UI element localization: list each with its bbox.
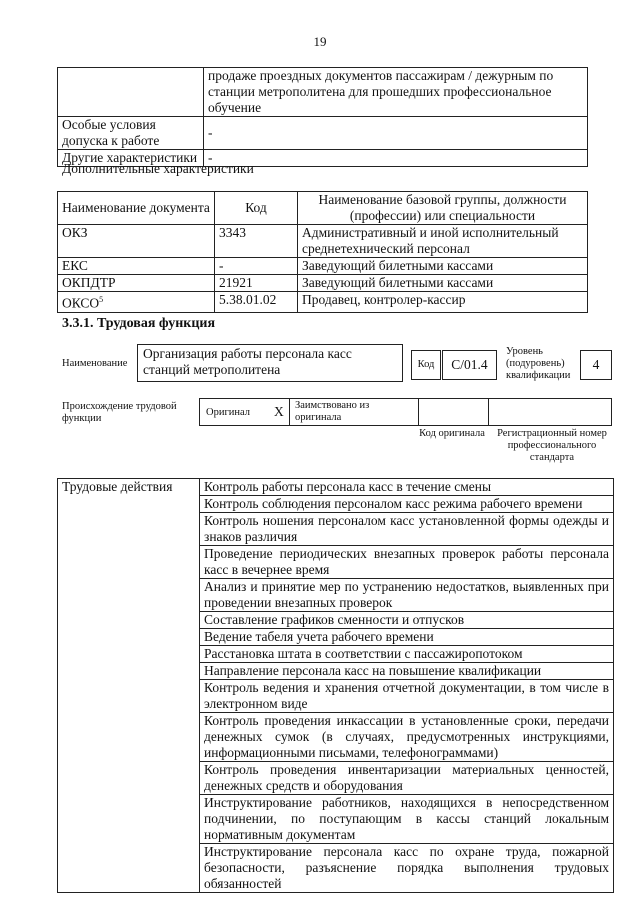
action-item: Контроль проведения инвентаризации материальных ценностей, денежных средств и оборудования	[200, 762, 614, 795]
code-label-box	[411, 350, 441, 380]
section-title: Дополнительные характеристики	[62, 161, 254, 176]
row-label: Особые условия допуска к работе	[58, 117, 204, 150]
reg-caption: Регистрационный номер профессионального стандарта	[497, 428, 607, 463]
action-item: Расстановка штата в соответствии с пассажиропотоком	[200, 646, 614, 663]
table-header-row	[58, 192, 588, 225]
code-cell: 21921	[215, 275, 298, 292]
function-name-box	[137, 344, 403, 382]
level-value: 4	[592, 357, 600, 372]
table-row	[58, 117, 588, 150]
row-value: -	[204, 117, 588, 150]
action-item: Анализ и принятие мер по устранению недостатков, выявленных при проведении внезапных проверок	[200, 579, 614, 612]
origin-label: Происхождение трудовой функции	[62, 401, 177, 424]
action-item: Контроль работы персонала касс в течение смены	[200, 479, 614, 496]
actions-label: Трудовые действия	[58, 479, 200, 893]
action-item: Контроль ношения персоналом касс установленной формы одежды и знаков различия	[200, 513, 614, 546]
action-item: Контроль ведения и хранения отчетной документации, в том числе в электронном виде	[200, 680, 614, 713]
name-cell: Заведующий билетными кассами	[298, 275, 588, 292]
row-label: Другие характеристики	[58, 150, 204, 167]
origin-divider	[488, 399, 489, 425]
doc-cell: ЕКС	[58, 258, 215, 275]
action-item: Направление персонала касс на повышение квалификации	[200, 663, 614, 680]
table-row	[58, 275, 588, 292]
name-cell: Заведующий билетными кассами	[298, 258, 588, 275]
original-mark: X	[274, 404, 284, 419]
doc-cell: ОКЗ	[58, 225, 215, 258]
code-cell: 5.38.01.02	[215, 292, 298, 313]
footnote-mark: 5	[99, 295, 104, 304]
origin-divider	[289, 399, 290, 425]
code-cell: -	[215, 258, 298, 275]
original-label: Оригинал	[206, 407, 250, 418]
action-item: Составление графиков сменности и отпусков	[200, 612, 614, 629]
code-caption: Код оригинала	[419, 428, 485, 439]
column-header: Наименование базовой группы, должности (профессии) или специальности	[298, 192, 588, 225]
action-item: Контроль соблюдения персоналом касс режима рабочего времени	[200, 496, 614, 513]
row-label	[58, 68, 204, 117]
doc-cell: ОКПДТР	[58, 275, 215, 292]
doc-cell	[58, 292, 215, 313]
origin-row	[199, 398, 612, 426]
labour-actions-table	[57, 478, 614, 893]
column-header: Код	[215, 192, 298, 225]
function-title: 3.3.1. Трудовая функция	[62, 316, 216, 331]
table-row	[58, 292, 588, 313]
table-row	[58, 479, 614, 496]
doc-name: ОКСО	[62, 295, 100, 311]
borrowed-label: Заимствовано из оригинала	[295, 400, 370, 423]
action-item: Инструктирование персонала касс по охране труда, пожарной безопасности, разъяснение порядка выполнения трудовых обязанностей	[200, 844, 614, 893]
row-value: -	[204, 150, 588, 167]
column-header: Наименование документа	[58, 192, 215, 225]
origin-divider	[418, 399, 419, 425]
page-number: 19	[313, 34, 327, 49]
code-label: Код	[417, 359, 435, 370]
level-value-box	[580, 350, 612, 380]
name-cell: Продавец, контролер-кассир	[298, 292, 588, 313]
additional-characteristics-table	[57, 191, 588, 313]
action-item: Проведение периодических внезапных проверок работы персонала касс в вечернее время	[200, 546, 614, 579]
action-item: Ведение табеля учета рабочего времени	[200, 629, 614, 646]
action-item: Контроль проведения инкассации в установленные сроки, передачи денежных сумок (в случаях, предусмотренных инструкциями, информационными письмами, телефонограммами)	[200, 713, 614, 762]
qualification-table	[57, 67, 588, 167]
table-row	[58, 258, 588, 275]
action-item: Инструктирование работников, находящихся в непосредственном подчинении, по поступающим в кассы станций локальным нормативным документам	[200, 795, 614, 844]
code-cell: 3343	[215, 225, 298, 258]
name-label: Наименование	[62, 358, 128, 369]
code-value-box	[442, 350, 497, 380]
row-value: продаже проездных документов пассажирам / дежурным по станции метрополитена для прошедших профессиональное обучение	[204, 68, 588, 117]
name-cell: Административный и иной исполнительный среднетехнический персонал	[298, 225, 588, 258]
level-label: Уровень (подуровень) квалификации	[506, 346, 571, 381]
table-row	[58, 225, 588, 258]
code-value: C/01.4	[451, 357, 488, 372]
function-name: Организация работы персонала касс станций метрополитена	[143, 346, 352, 377]
table-row	[58, 68, 588, 117]
